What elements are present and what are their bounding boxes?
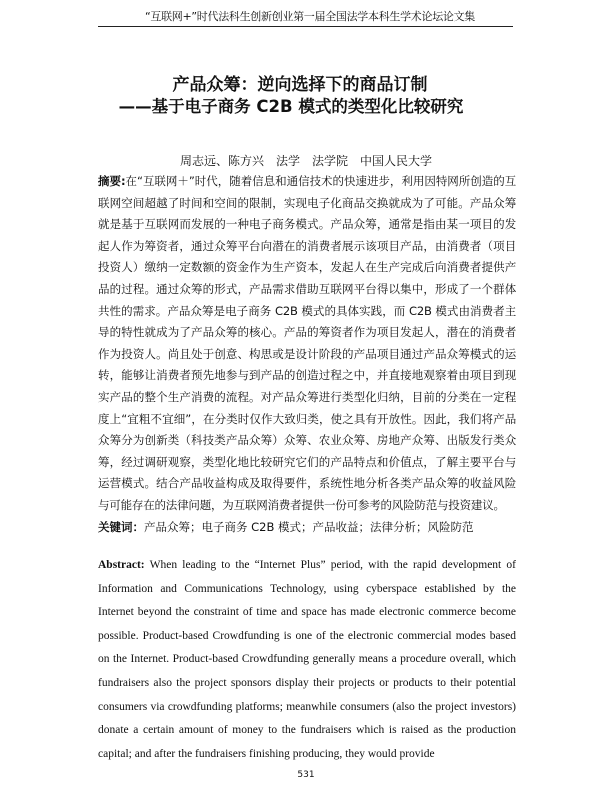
keywords	[98, 517, 516, 537]
chinese-abstract-label: 摘要:	[98, 174, 126, 188]
keywords-text: 产品众筹；电子商务 C2B 模式；产品收益；法律分析；风险防范	[144, 520, 474, 534]
header-rule	[98, 26, 513, 27]
paper-subtitle: ——基于电子商务 C2B 模式的类型化比较研究	[118, 97, 464, 116]
english-abstract-text: When leading to the “Internet Plus” period, with the rapid development of Information and Communications Technology, using cyberspace established by the Internet beyond the constraint of time and space has made electronic commerce become possible. Product-based Crowdfunding is one of the electronic commercial modes based on the Internet. Product-based Crowdfunding generally means a procedure overall, which fundraisers also the project sponsors display their projects or products to their potential consumers via crowdfunding platforms; meanwhile consumers (also the project investors) donate a certain amount of money to the fundraisers which is raised as the production capital; and after the fundraisers finishing producing, they would provide	[98, 559, 516, 760]
running-header: “互联网+”时代法科生创新创业第一届全国法学本科生学术论坛论文集	[144, 10, 475, 23]
paper-title: 产品众筹：逆向选择下的商品订制	[172, 75, 428, 95]
author-line: 周志远、陈方兴 法学 法学院 中国人民大学	[180, 154, 433, 168]
english-abstract-label: Abstract:	[98, 559, 145, 571]
english-abstract	[98, 554, 516, 766]
keywords-label: 关键词：	[98, 520, 144, 534]
chinese-abstract-text: 在“互联网＋”时代，随着信息和通信技术的快速进步，利用因特网所创造的互联网空间超越了时间和空间的限制，实现电子化商品交换就成为了可能。产品众筹就是基于互联网而发展的一种电子商务模式。产品众筹，通常是指由某一项目的发起人作为筹资者，通过众筹平台向潜在的消费者展示该项目产品，由消费者（项目投资人）缴纳一定数额的资金作为生产资本，发起人在生产完成后向消费者提供产品的过程。通过众筹的形式，产品需求借助互联网平台得以集中，形成了一个群体共性的需求。产品众筹是电子商务 C2B 模式的具体实践，而 C2B 模式由消费者主导的特性就成为了产品众筹的核心。产品的筹资者作为项目发起人，潜在的消费者作为投资人。尚且处于创意、构思或是设计阶段的产品项目通过产品众筹模式的运转，能够让消费者预先地参与到产品的创造过程之中，并直接地观察着由项目到现实产品的整个生产消费的流程。对产品众筹进行类型化归纳，目前的分类在一定程度上“宜粗不宜细”，在分类时仅作大致归类，使之具有开放性。因此，我们将产品众筹分为创新类（科技类产品众筹）众筹、农业众筹、房地产众筹、出版发行类众筹，经过调研观察，类型化地比较研究它们的产品特点和价值点，了解主要平台与运营模式。结合产品收益构成及取得要件，系统性地分析各类产品众筹的收益风险与可能存在的法律问题，为互联网消费者提供一份可参考的风险防范与投资建议。	[98, 174, 516, 512]
page-number: 531	[297, 770, 315, 780]
title-block	[90, 74, 510, 118]
chinese-abstract	[98, 171, 516, 517]
